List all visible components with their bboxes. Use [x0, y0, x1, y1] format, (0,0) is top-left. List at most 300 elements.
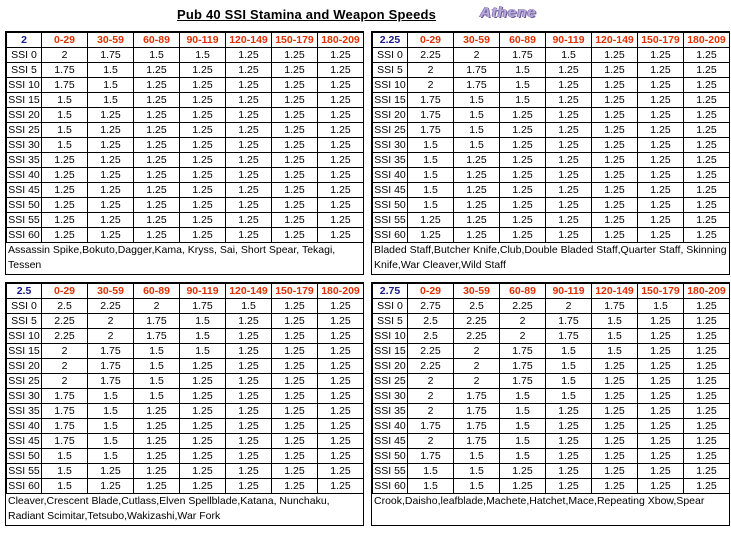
- range-header: 90-119: [180, 284, 226, 299]
- speed-cell: 1.25: [226, 374, 272, 389]
- ssi-label: SSI 5: [373, 314, 408, 329]
- speed-cell: 1.5: [500, 449, 546, 464]
- speed-cell: 1.25: [638, 48, 684, 63]
- speed-cell: 1.25: [592, 389, 638, 404]
- speed-cell: 1.25: [226, 329, 272, 344]
- speed-cell: 1.5: [134, 389, 180, 404]
- ssi-label: SSI 30: [374, 138, 406, 151]
- speed-cell: 1.25: [88, 464, 134, 479]
- speed-cell: 1.25: [638, 168, 684, 183]
- ssi-label: SSI 20: [8, 108, 40, 121]
- speed-cell: 1.25: [638, 138, 684, 153]
- speed-cell: 1.25: [134, 123, 180, 138]
- speed-cell: 1.25: [684, 389, 730, 404]
- speed-cell: 2.25: [408, 344, 454, 359]
- speed-cell: 1.25: [546, 123, 592, 138]
- speed-cell: 1.75: [42, 389, 88, 404]
- speed-cell: 1.25: [546, 198, 592, 213]
- speed-cell: 1.5: [500, 78, 546, 93]
- speed-cell: 1.5: [180, 344, 226, 359]
- speed-cell: 1.5: [592, 344, 638, 359]
- speed-cell: 1.5: [134, 359, 180, 374]
- speed-cell: 2: [546, 299, 592, 314]
- ssi-label: SSI 15: [374, 344, 406, 357]
- ssi-label: SSI 45: [8, 183, 40, 196]
- ssi-label: SSI 40: [8, 168, 40, 181]
- speed-cell: 1.5: [134, 344, 180, 359]
- speed-cell: 1.5: [592, 329, 638, 344]
- page-title: Pub 40 SSI Stamina and Weapon Speeds: [177, 7, 437, 22]
- speed-cell: 1.25: [638, 404, 684, 419]
- table-row: [7, 329, 364, 344]
- base-speed: 2: [7, 33, 42, 48]
- speed-cell: 1.25: [272, 153, 318, 168]
- base-speed: 2.5: [7, 284, 42, 299]
- speed-cell: 2.25: [88, 299, 134, 314]
- speed-cell: 2.25: [42, 329, 88, 344]
- ssi-label: SSI 5: [7, 314, 42, 329]
- speed-cell: 1.25: [454, 153, 500, 168]
- speed-cell: 1.25: [684, 344, 730, 359]
- ssi-label: SSI 35: [374, 153, 406, 166]
- ssi-label: SSI 15: [8, 344, 40, 357]
- speed-cell: 1.25: [638, 93, 684, 108]
- speed-cell: 1.25: [318, 78, 364, 93]
- speed-cell: 1.25: [500, 464, 546, 479]
- speed-cell: 1.75: [500, 344, 546, 359]
- table-row: [373, 63, 730, 78]
- range-header: 60-89: [134, 284, 180, 299]
- speed-cell: 1.25: [684, 123, 730, 138]
- ssi-label: SSI 0: [7, 48, 42, 63]
- table-row: [7, 389, 364, 404]
- speed-cell: 1.5: [42, 464, 88, 479]
- speed-cell: 1.5: [408, 479, 454, 494]
- speed-cell: 2: [42, 344, 88, 359]
- speed-cell: 1.25: [226, 434, 272, 449]
- speed-cell: 1.25: [180, 183, 226, 198]
- speed-cell: 1.25: [180, 449, 226, 464]
- ssi-label: SSI 35: [8, 153, 40, 166]
- speed-cell: 2.5: [408, 329, 454, 344]
- table-row: [373, 359, 730, 374]
- table-row: [7, 404, 364, 419]
- ssi-label: SSI 40: [374, 419, 406, 432]
- table-row: [373, 404, 730, 419]
- speed-cell: 1.25: [684, 138, 730, 153]
- speed-cell: 1.25: [180, 374, 226, 389]
- speed-cell: 2: [408, 434, 454, 449]
- speed-cell: 1.75: [408, 93, 454, 108]
- speed-cell: 1.25: [592, 359, 638, 374]
- speed-cell: 1.5: [88, 419, 134, 434]
- speed-cell: 1.25: [226, 93, 272, 108]
- speed-cell: 2: [500, 314, 546, 329]
- speed-cell: 1.25: [592, 63, 638, 78]
- speed-cell: 1.25: [454, 228, 500, 243]
- speed-cell: 1.25: [226, 63, 272, 78]
- speed-cell: 1.25: [180, 153, 226, 168]
- speed-cell: 1.25: [318, 93, 364, 108]
- speed-cell: 1.25: [500, 123, 546, 138]
- speed-cell: 1.25: [684, 404, 730, 419]
- speed-cell: 1.25: [134, 138, 180, 153]
- ssi-label: SSI 60: [374, 479, 406, 492]
- speed-cell: 1.5: [88, 93, 134, 108]
- speed-table: [372, 283, 730, 494]
- speed-cell: 2: [454, 359, 500, 374]
- speed-cell: 2: [454, 48, 500, 63]
- speed-cell: 1.25: [638, 359, 684, 374]
- speed-panel: [5, 31, 364, 275]
- speed-cell: 1.75: [42, 419, 88, 434]
- speed-cell: 1.5: [454, 93, 500, 108]
- speed-cell: 1.25: [546, 93, 592, 108]
- speed-cell: 1.25: [318, 359, 364, 374]
- speed-cell: 1.25: [180, 168, 226, 183]
- speed-cell: 1.75: [454, 389, 500, 404]
- table-row: [7, 153, 364, 168]
- table-row: [373, 464, 730, 479]
- speed-cell: 1.5: [408, 198, 454, 213]
- table-row: [373, 479, 730, 494]
- speed-cell: 1.25: [42, 198, 88, 213]
- speed-cell: 2.25: [408, 359, 454, 374]
- ssi-label: SSI 30: [374, 389, 406, 402]
- speed-cell: 1.5: [42, 449, 88, 464]
- speed-cell: 1.25: [500, 138, 546, 153]
- speed-cell: 1.5: [408, 168, 454, 183]
- range-header: 150-179: [272, 33, 318, 48]
- speed-cell: 1.25: [272, 389, 318, 404]
- table-row: [7, 123, 364, 138]
- speed-cell: 1.5: [546, 374, 592, 389]
- speed-cell: 1.5: [454, 123, 500, 138]
- speed-cell: 1.25: [684, 449, 730, 464]
- speed-cell: 1.25: [134, 78, 180, 93]
- ssi-label: SSI 20: [374, 108, 406, 121]
- speed-cell: 1.25: [272, 329, 318, 344]
- speed-cell: 1.25: [638, 153, 684, 168]
- speed-cell: 1.75: [454, 63, 500, 78]
- speed-cell: 1.25: [500, 479, 546, 494]
- speed-cell: 1.25: [408, 213, 454, 228]
- speed-cell: 1.5: [88, 434, 134, 449]
- range-header: 0-29: [42, 33, 88, 48]
- speed-cell: 1.25: [638, 419, 684, 434]
- speed-cell: 1.25: [500, 198, 546, 213]
- range-header: 150-179: [638, 284, 684, 299]
- speed-cell: 1.75: [88, 344, 134, 359]
- speed-cell: 1.25: [226, 389, 272, 404]
- table-row: [7, 479, 364, 494]
- base-speed: 2.25: [373, 33, 408, 48]
- speed-cell: 1.25: [318, 168, 364, 183]
- speed-cell: 1.25: [684, 168, 730, 183]
- speed-cell: 1.25: [180, 138, 226, 153]
- speed-cell: 1.5: [408, 464, 454, 479]
- speed-cell: 1.25: [592, 434, 638, 449]
- ssi-label: SSI 10: [8, 329, 40, 342]
- speed-cell: 1.25: [134, 404, 180, 419]
- table-row: [373, 314, 730, 329]
- speed-cell: 2: [42, 48, 88, 63]
- weapon-list: Bladed Staff,Butcher Knife,Club,Double Bladed Staff,Quarter Staff, Skinning Knife,War Cleaver,Wild Staff: [374, 244, 727, 271]
- table-row: [373, 198, 730, 213]
- range-header: 120-149: [592, 284, 638, 299]
- speed-cell: 2.25: [408, 48, 454, 63]
- speed-cell: 1.25: [88, 123, 134, 138]
- speed-cell: 2.25: [500, 299, 546, 314]
- speed-cell: 1.25: [272, 434, 318, 449]
- speed-cell: 1.25: [134, 183, 180, 198]
- speed-cell: 2: [454, 344, 500, 359]
- speed-cell: 1.25: [638, 464, 684, 479]
- ssi-label: SSI 55: [8, 464, 40, 477]
- table-row: [7, 183, 364, 198]
- speed-cell: 1.75: [88, 359, 134, 374]
- speed-cell: 1.5: [638, 299, 684, 314]
- speed-cell: 1.75: [454, 419, 500, 434]
- speed-cell: 1.25: [318, 434, 364, 449]
- speed-cell: 1.5: [454, 108, 500, 123]
- table-row: [7, 374, 364, 389]
- ssi-label: SSI 10: [374, 78, 406, 91]
- speed-cell: 2: [88, 314, 134, 329]
- speed-cell: 2.25: [42, 314, 88, 329]
- speed-table: [6, 32, 364, 243]
- table-row: [373, 329, 730, 344]
- speed-cell: 1.25: [546, 434, 592, 449]
- header-row: [7, 284, 364, 299]
- range-header: 180-209: [318, 33, 364, 48]
- table-row: [373, 213, 730, 228]
- speed-cell: 1.25: [638, 329, 684, 344]
- speed-cell: 2: [408, 78, 454, 93]
- speed-cell: 1.5: [88, 78, 134, 93]
- speed-cell: 1.25: [318, 299, 364, 314]
- speed-cell: 1.75: [134, 314, 180, 329]
- speed-cell: 1.25: [592, 183, 638, 198]
- table-row: [7, 168, 364, 183]
- speed-cell: 1.25: [592, 153, 638, 168]
- speed-cell: 1.5: [180, 329, 226, 344]
- speed-cell: 1.25: [180, 389, 226, 404]
- speed-cell: 1.25: [180, 123, 226, 138]
- speed-cell: 1.5: [454, 138, 500, 153]
- speed-cell: 1.75: [42, 434, 88, 449]
- speed-cell: 1.25: [272, 93, 318, 108]
- table-row: [373, 183, 730, 198]
- speed-cell: 1.25: [500, 153, 546, 168]
- speed-cell: 1.25: [454, 168, 500, 183]
- speed-cell: 1.25: [592, 48, 638, 63]
- weapon-list: Cleaver,Crescent Blade,Cutlass,Elven Spellblade,Katana, Nunchaku, Radiant Scimitar,Tetsubo,Wakizashi,War Fork: [8, 495, 330, 522]
- speed-cell: 1.25: [272, 479, 318, 494]
- ssi-label: SSI 0: [373, 299, 408, 314]
- speed-cell: 1.25: [272, 63, 318, 78]
- speed-cell: 1.5: [500, 434, 546, 449]
- speed-cell: 1.25: [318, 138, 364, 153]
- speed-cell: 1.25: [546, 228, 592, 243]
- speed-cell: 1.5: [134, 374, 180, 389]
- speed-cell: 1.25: [318, 329, 364, 344]
- table-row: [373, 153, 730, 168]
- speed-cell: 1.5: [592, 314, 638, 329]
- ssi-label: SSI 30: [8, 138, 40, 151]
- speed-cell: 1.25: [546, 168, 592, 183]
- speed-cell: 1.25: [180, 198, 226, 213]
- speed-cell: 1.5: [42, 123, 88, 138]
- speed-cell: 1.25: [134, 464, 180, 479]
- table-row: [373, 228, 730, 243]
- speed-cell: 1.5: [408, 138, 454, 153]
- range-header: 30-59: [88, 33, 134, 48]
- speed-cell: 1.25: [454, 183, 500, 198]
- speed-cell: 1.5: [88, 449, 134, 464]
- speed-cell: 1.25: [272, 449, 318, 464]
- ssi-label: SSI 25: [8, 123, 40, 136]
- speed-cell: 1.25: [546, 63, 592, 78]
- speed-cell: 1.75: [42, 63, 88, 78]
- speed-cell: 1.5: [500, 404, 546, 419]
- speed-cell: 1.25: [180, 464, 226, 479]
- speed-cell: 1.75: [88, 48, 134, 63]
- speed-cell: 1.25: [318, 183, 364, 198]
- speed-cell: 1.5: [42, 479, 88, 494]
- table-row: [373, 168, 730, 183]
- speed-cell: 1.25: [272, 48, 318, 63]
- speed-cell: 1.25: [272, 138, 318, 153]
- table-row: [373, 344, 730, 359]
- speed-cell: 1.25: [180, 78, 226, 93]
- speed-cell: 1.25: [226, 228, 272, 243]
- speed-cell: 1.25: [272, 374, 318, 389]
- speed-cell: 1.5: [180, 48, 226, 63]
- speed-cell: 1.25: [88, 138, 134, 153]
- speed-cell: 1.25: [272, 228, 318, 243]
- table-row: [7, 108, 364, 123]
- speed-cell: 1.75: [500, 48, 546, 63]
- speed-cell: 1.25: [88, 198, 134, 213]
- speed-cell: 1.25: [226, 123, 272, 138]
- speed-cell: 1.25: [318, 404, 364, 419]
- table-row: [7, 344, 364, 359]
- ssi-label: SSI 60: [8, 479, 40, 492]
- speed-cell: 2: [500, 329, 546, 344]
- speed-cell: 1.25: [684, 299, 730, 314]
- speed-cell: 1.25: [638, 63, 684, 78]
- ssi-label: SSI 0: [7, 299, 42, 314]
- speed-cell: 1.5: [546, 48, 592, 63]
- table-row: [373, 419, 730, 434]
- speed-cell: 1.25: [638, 198, 684, 213]
- speed-cell: 1.25: [318, 48, 364, 63]
- ssi-label: SSI 60: [8, 228, 40, 241]
- speed-cell: 1.25: [42, 168, 88, 183]
- ssi-label: SSI 25: [374, 374, 406, 387]
- speed-cell: 1.25: [684, 419, 730, 434]
- weapon-list: Crook,Daisho,leafblade,Machete,Hatchet,Mace,Repeating Xbow,Spear: [374, 495, 705, 507]
- speed-cell: 2.5: [454, 299, 500, 314]
- table-row: [7, 299, 364, 314]
- speed-cell: 1.25: [638, 183, 684, 198]
- speed-cell: 1.25: [408, 228, 454, 243]
- speed-cell: 1.5: [500, 63, 546, 78]
- speed-cell: 1.25: [318, 198, 364, 213]
- range-header: 30-59: [454, 33, 500, 48]
- speed-cell: 1.25: [684, 213, 730, 228]
- ssi-label: SSI 50: [374, 198, 406, 211]
- speed-cell: 1.25: [546, 183, 592, 198]
- table-row: [7, 78, 364, 93]
- speed-cell: 1.25: [684, 464, 730, 479]
- table-row: [7, 228, 364, 243]
- speed-cell: 1.25: [88, 168, 134, 183]
- speed-cell: 1.25: [546, 138, 592, 153]
- speed-cell: 1.25: [638, 228, 684, 243]
- table-row: [7, 434, 364, 449]
- range-header: 120-149: [226, 33, 272, 48]
- speed-cell: 1.25: [684, 63, 730, 78]
- speed-cell: 1.75: [42, 78, 88, 93]
- speed-cell: 1.75: [88, 374, 134, 389]
- base-speed: 2.75: [373, 284, 408, 299]
- speed-cell: 1.25: [180, 359, 226, 374]
- range-header: 0-29: [408, 33, 454, 48]
- range-header: 30-59: [454, 284, 500, 299]
- speed-cell: 1.25: [592, 228, 638, 243]
- speed-cell: 1.25: [88, 153, 134, 168]
- speed-cell: 1.25: [134, 213, 180, 228]
- speed-cell: 1.5: [408, 183, 454, 198]
- speed-cell: 1.25: [318, 153, 364, 168]
- table-row: [7, 419, 364, 434]
- speed-cell: 2: [42, 359, 88, 374]
- speed-cell: 1.5: [454, 449, 500, 464]
- speed-cell: 1.25: [318, 389, 364, 404]
- speed-cell: 1.25: [272, 419, 318, 434]
- speed-cell: 1.25: [42, 213, 88, 228]
- speed-cell: 1.25: [226, 153, 272, 168]
- speed-cell: 1.25: [638, 479, 684, 494]
- speed-cell: 1.5: [226, 299, 272, 314]
- range-header: 180-209: [684, 284, 730, 299]
- speed-cell: 1.25: [684, 359, 730, 374]
- speed-cell: 1.25: [226, 108, 272, 123]
- ssi-label: SSI 35: [374, 404, 406, 417]
- speed-cell: 1.25: [684, 329, 730, 344]
- speed-cell: 1.25: [592, 93, 638, 108]
- table-row: [7, 48, 364, 63]
- speed-cell: 1.25: [684, 228, 730, 243]
- speed-cell: 1.25: [318, 108, 364, 123]
- speed-cell: 1.25: [88, 108, 134, 123]
- speed-cell: 1.25: [226, 314, 272, 329]
- speed-cell: 1.25: [684, 93, 730, 108]
- speed-cell: 1.25: [272, 123, 318, 138]
- speed-cell: 1.25: [684, 153, 730, 168]
- speed-cell: 1.25: [226, 168, 272, 183]
- speed-cell: 1.25: [318, 63, 364, 78]
- speed-cell: 1.25: [180, 108, 226, 123]
- ssi-label: SSI 15: [374, 93, 406, 106]
- ssi-label: SSI 55: [374, 464, 406, 477]
- speed-cell: 1.25: [134, 153, 180, 168]
- speed-cell: 1.25: [134, 449, 180, 464]
- ssi-label: SSI 40: [8, 419, 40, 432]
- table-row: [373, 48, 730, 63]
